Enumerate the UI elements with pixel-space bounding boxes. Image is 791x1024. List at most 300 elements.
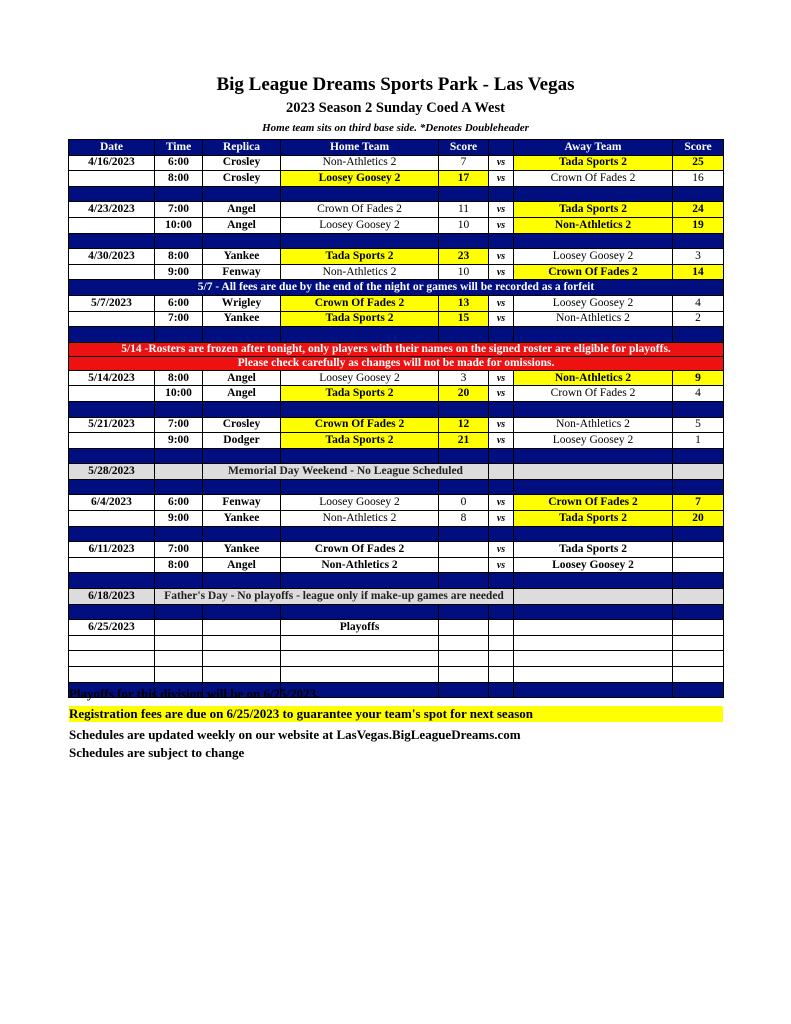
separator-cell bbox=[281, 327, 439, 343]
separator-cell bbox=[489, 479, 514, 495]
col-header-time: Time bbox=[155, 140, 203, 156]
vs-label bbox=[489, 667, 514, 683]
home-score: 10 bbox=[439, 264, 489, 280]
empty-cell bbox=[673, 464, 724, 480]
home-score: 10 bbox=[439, 217, 489, 233]
home-score bbox=[439, 667, 489, 683]
game-row bbox=[69, 511, 724, 527]
separator-cell bbox=[155, 526, 203, 542]
game-time bbox=[155, 635, 203, 651]
separator-cell bbox=[69, 526, 155, 542]
page-title: Big League Dreams Sports Park - Las Vegas bbox=[216, 74, 575, 95]
separator-cell bbox=[69, 604, 155, 620]
replica-field: Angel bbox=[203, 557, 281, 573]
playoffs-note: Playoffs for this division will be on 6/25/2023. bbox=[69, 686, 320, 701]
home-score: 20 bbox=[439, 386, 489, 402]
game-date bbox=[69, 311, 155, 327]
game-date bbox=[69, 386, 155, 402]
away-team bbox=[514, 620, 673, 636]
separator-cell bbox=[439, 604, 489, 620]
separator-cell bbox=[203, 479, 281, 495]
game-row bbox=[69, 202, 724, 218]
game-time bbox=[155, 667, 203, 683]
separator-cell bbox=[69, 233, 155, 249]
away-score bbox=[673, 542, 724, 558]
home-team: Tada Sports 2 bbox=[281, 311, 439, 327]
replica-field bbox=[203, 667, 281, 683]
empty-cell bbox=[514, 589, 673, 605]
separator-row bbox=[69, 526, 724, 542]
separator-cell bbox=[281, 233, 439, 249]
separator-cell bbox=[514, 448, 673, 464]
vs-label: vs bbox=[489, 370, 514, 386]
separator-cell bbox=[673, 526, 724, 542]
separator-cell bbox=[514, 327, 673, 343]
game-time: 7:00 bbox=[155, 202, 203, 218]
game-row bbox=[69, 542, 724, 558]
away-score: 14 bbox=[673, 264, 724, 280]
home-team: Loosey Goosey 2 bbox=[281, 171, 439, 187]
separator-cell bbox=[514, 604, 673, 620]
vs-label bbox=[489, 635, 514, 651]
home-score bbox=[439, 651, 489, 667]
away-score: 16 bbox=[673, 171, 724, 187]
replica-field: Angel bbox=[203, 202, 281, 218]
replica-field bbox=[203, 635, 281, 651]
replica-field: Fenway bbox=[203, 264, 281, 280]
home-score: 0 bbox=[439, 495, 489, 511]
separator-cell bbox=[489, 327, 514, 343]
away-score: 3 bbox=[673, 249, 724, 265]
home-team: Crown Of Fades 2 bbox=[281, 295, 439, 311]
separator-cell bbox=[514, 682, 673, 698]
separator-row bbox=[69, 327, 724, 343]
home-team: Loosey Goosey 2 bbox=[281, 217, 439, 233]
away-score bbox=[673, 635, 724, 651]
separator-cell bbox=[281, 186, 439, 202]
col-header-home-team: Home Team bbox=[281, 140, 439, 156]
vs-label: vs bbox=[489, 155, 514, 171]
game-row bbox=[69, 667, 724, 683]
game-date: 5/14/2023 bbox=[69, 370, 155, 386]
vs-label bbox=[489, 620, 514, 636]
vs-label: vs bbox=[489, 433, 514, 449]
away-team: Crown Of Fades 2 bbox=[514, 171, 673, 187]
separator-cell bbox=[489, 448, 514, 464]
home-score: 23 bbox=[439, 249, 489, 265]
away-team: Crown Of Fades 2 bbox=[514, 495, 673, 511]
game-time: 7:00 bbox=[155, 417, 203, 433]
schedule-table bbox=[68, 139, 724, 698]
vs-label: vs bbox=[489, 295, 514, 311]
home-team: Crown Of Fades 2 bbox=[281, 417, 439, 433]
separator-cell bbox=[155, 233, 203, 249]
game-row bbox=[69, 495, 724, 511]
vs-label: vs bbox=[489, 171, 514, 187]
away-score: 20 bbox=[673, 511, 724, 527]
home-team bbox=[281, 667, 439, 683]
game-time: 6:00 bbox=[155, 495, 203, 511]
game-time: 6:00 bbox=[155, 155, 203, 171]
away-team: Tada Sports 2 bbox=[514, 155, 673, 171]
game-date bbox=[69, 264, 155, 280]
away-score: 9 bbox=[673, 370, 724, 386]
game-row bbox=[69, 249, 724, 265]
separator-cell bbox=[203, 573, 281, 589]
away-score: 25 bbox=[673, 155, 724, 171]
game-date: 5/7/2023 bbox=[69, 295, 155, 311]
separator-cell bbox=[439, 401, 489, 417]
game-row bbox=[69, 295, 724, 311]
game-row bbox=[69, 620, 724, 636]
replica-field: Yankee bbox=[203, 311, 281, 327]
separator-cell bbox=[489, 573, 514, 589]
game-date: 5/28/2023 bbox=[69, 464, 155, 480]
home-team: Tada Sports 2 bbox=[281, 249, 439, 265]
game-date: 6/4/2023 bbox=[69, 495, 155, 511]
home-score bbox=[439, 635, 489, 651]
game-time bbox=[155, 620, 203, 636]
separator-cell bbox=[489, 526, 514, 542]
home-score bbox=[439, 542, 489, 558]
away-score: 19 bbox=[673, 217, 724, 233]
game-row bbox=[69, 386, 724, 402]
separator-cell bbox=[673, 233, 724, 249]
game-date: 6/18/2023 bbox=[69, 589, 155, 605]
holiday-notice: Father's Day - No playoffs - league only if make-up games are needed bbox=[155, 589, 514, 605]
separator-cell bbox=[514, 526, 673, 542]
away-score: 2 bbox=[673, 311, 724, 327]
vs-label: vs bbox=[489, 311, 514, 327]
separator-cell bbox=[281, 573, 439, 589]
vs-label: vs bbox=[489, 217, 514, 233]
separator-cell bbox=[673, 448, 724, 464]
game-time: 8:00 bbox=[155, 171, 203, 187]
separator-cell bbox=[203, 604, 281, 620]
away-team bbox=[514, 635, 673, 651]
separator-cell bbox=[203, 233, 281, 249]
separator-row bbox=[69, 186, 724, 202]
away-team: Tada Sports 2 bbox=[514, 202, 673, 218]
separator-cell bbox=[69, 401, 155, 417]
replica-field: Angel bbox=[203, 386, 281, 402]
away-team: Non-Athletics 2 bbox=[514, 417, 673, 433]
separator-cell bbox=[439, 526, 489, 542]
home-score: 8 bbox=[439, 511, 489, 527]
game-row bbox=[69, 370, 724, 386]
vs-label: vs bbox=[489, 264, 514, 280]
separator-cell bbox=[155, 401, 203, 417]
game-date bbox=[69, 511, 155, 527]
game-date bbox=[69, 635, 155, 651]
home-team bbox=[281, 635, 439, 651]
empty-cell bbox=[155, 464, 203, 480]
header-row bbox=[69, 140, 724, 156]
separator-row bbox=[69, 573, 724, 589]
game-time: 9:00 bbox=[155, 511, 203, 527]
away-team: Tada Sports 2 bbox=[514, 511, 673, 527]
vs-label bbox=[489, 651, 514, 667]
separator-row bbox=[69, 233, 724, 249]
vs-label: vs bbox=[489, 495, 514, 511]
game-date: 6/11/2023 bbox=[69, 542, 155, 558]
change-note: Schedules are subject to change bbox=[69, 745, 245, 760]
home-score: 17 bbox=[439, 171, 489, 187]
separator-cell bbox=[673, 479, 724, 495]
separator-cell bbox=[69, 479, 155, 495]
home-team: Tada Sports 2 bbox=[281, 386, 439, 402]
away-team: Crown Of Fades 2 bbox=[514, 264, 673, 280]
away-score: 24 bbox=[673, 202, 724, 218]
separator-cell bbox=[203, 327, 281, 343]
home-score: 11 bbox=[439, 202, 489, 218]
separator-cell bbox=[514, 233, 673, 249]
separator-row bbox=[69, 401, 724, 417]
game-time: 8:00 bbox=[155, 249, 203, 265]
home-score: 3 bbox=[439, 370, 489, 386]
vs-label: vs bbox=[489, 417, 514, 433]
home-team: Playoffs bbox=[281, 620, 439, 636]
game-date bbox=[69, 651, 155, 667]
away-score: 4 bbox=[673, 295, 724, 311]
separator-cell bbox=[281, 526, 439, 542]
away-score: 1 bbox=[673, 433, 724, 449]
vs-label: vs bbox=[489, 386, 514, 402]
away-score bbox=[673, 557, 724, 573]
game-row bbox=[69, 651, 724, 667]
away-score: 4 bbox=[673, 386, 724, 402]
separator-cell bbox=[514, 573, 673, 589]
website-note: Schedules are updated weekly on our website at LasVegas.BigLeagueDreams.com bbox=[69, 727, 521, 742]
home-team: Crown Of Fades 2 bbox=[281, 542, 439, 558]
empty-cell bbox=[673, 589, 724, 605]
game-row bbox=[69, 635, 724, 651]
game-row bbox=[69, 433, 724, 449]
separator-cell bbox=[439, 682, 489, 698]
game-time: 8:00 bbox=[155, 557, 203, 573]
game-row bbox=[69, 155, 724, 171]
home-team: Non-Athletics 2 bbox=[281, 264, 439, 280]
fees-notice-row bbox=[69, 280, 724, 296]
separator-cell bbox=[155, 604, 203, 620]
separator-cell bbox=[673, 573, 724, 589]
separator-cell bbox=[281, 479, 439, 495]
separator-cell bbox=[439, 186, 489, 202]
game-time: 10:00 bbox=[155, 217, 203, 233]
game-date bbox=[69, 667, 155, 683]
vs-label: vs bbox=[489, 511, 514, 527]
game-date: 5/21/2023 bbox=[69, 417, 155, 433]
no-game-row bbox=[69, 464, 724, 480]
game-row bbox=[69, 171, 724, 187]
away-team bbox=[514, 667, 673, 683]
home-team bbox=[281, 651, 439, 667]
replica-field: Angel bbox=[203, 217, 281, 233]
fees-notice: 5/7 - All fees are due by the end of the night or games will be recorded as a forfeit bbox=[69, 280, 724, 296]
vs-label: vs bbox=[489, 202, 514, 218]
away-team: Non-Athletics 2 bbox=[514, 311, 673, 327]
separator-cell bbox=[281, 604, 439, 620]
roster-notice: Please check carefully as changes will not be made for omissions. bbox=[69, 356, 724, 370]
game-row bbox=[69, 264, 724, 280]
game-date: 4/16/2023 bbox=[69, 155, 155, 171]
separator-cell bbox=[439, 327, 489, 343]
game-row bbox=[69, 557, 724, 573]
home-team: Non-Athletics 2 bbox=[281, 511, 439, 527]
replica-field: Yankee bbox=[203, 542, 281, 558]
separator-cell bbox=[439, 233, 489, 249]
game-date: 4/23/2023 bbox=[69, 202, 155, 218]
separator-cell bbox=[673, 327, 724, 343]
replica-field: Angel bbox=[203, 370, 281, 386]
separator-cell bbox=[155, 573, 203, 589]
game-date bbox=[69, 433, 155, 449]
away-team: Loosey Goosey 2 bbox=[514, 295, 673, 311]
separator-row bbox=[69, 479, 724, 495]
home-score bbox=[439, 620, 489, 636]
separator-cell bbox=[439, 448, 489, 464]
col-header-vs bbox=[489, 140, 514, 156]
replica-field: Dodger bbox=[203, 433, 281, 449]
separator-cell bbox=[69, 327, 155, 343]
replica-field: Crosley bbox=[203, 417, 281, 433]
replica-field: Fenway bbox=[203, 495, 281, 511]
game-row bbox=[69, 417, 724, 433]
schedule-body bbox=[69, 140, 724, 698]
vs-label: vs bbox=[489, 557, 514, 573]
separator-cell bbox=[155, 479, 203, 495]
separator-cell bbox=[155, 327, 203, 343]
home-score: 7 bbox=[439, 155, 489, 171]
home-team: Crown Of Fades 2 bbox=[281, 202, 439, 218]
game-time: 7:00 bbox=[155, 542, 203, 558]
separator-cell bbox=[203, 186, 281, 202]
registration-note: Registration fees are due on 6/25/2023 to guarantee your team's spot for next season bbox=[69, 706, 723, 722]
separator-cell bbox=[155, 448, 203, 464]
home-team: Loosey Goosey 2 bbox=[281, 495, 439, 511]
home-team: Tada Sports 2 bbox=[281, 433, 439, 449]
game-time: 7:00 bbox=[155, 311, 203, 327]
home-score bbox=[439, 557, 489, 573]
home-team: Non-Athletics 2 bbox=[281, 557, 439, 573]
home-team: Loosey Goosey 2 bbox=[281, 370, 439, 386]
separator-row bbox=[69, 604, 724, 620]
away-score bbox=[673, 667, 724, 683]
away-score bbox=[673, 651, 724, 667]
separator-cell bbox=[514, 401, 673, 417]
away-team bbox=[514, 651, 673, 667]
separator-cell bbox=[673, 186, 724, 202]
col-header-away-score: Score bbox=[673, 140, 724, 156]
replica-field: Crosley bbox=[203, 155, 281, 171]
home-score: 12 bbox=[439, 417, 489, 433]
separator-cell bbox=[281, 401, 439, 417]
empty-cell bbox=[514, 464, 673, 480]
separator-cell bbox=[489, 604, 514, 620]
col-header-date: Date bbox=[69, 140, 155, 156]
separator-cell bbox=[69, 448, 155, 464]
separator-cell bbox=[514, 479, 673, 495]
game-time: 6:00 bbox=[155, 295, 203, 311]
replica-field: Yankee bbox=[203, 511, 281, 527]
away-team: Loosey Goosey 2 bbox=[514, 433, 673, 449]
replica-field: Crosley bbox=[203, 171, 281, 187]
game-date bbox=[69, 217, 155, 233]
no-game-row bbox=[69, 589, 724, 605]
replica-field bbox=[203, 651, 281, 667]
separator-cell bbox=[203, 448, 281, 464]
replica-field bbox=[203, 620, 281, 636]
game-time: 9:00 bbox=[155, 264, 203, 280]
roster-notice-row bbox=[69, 356, 724, 370]
separator-cell bbox=[281, 448, 439, 464]
game-date: 6/25/2023 bbox=[69, 620, 155, 636]
game-row bbox=[69, 311, 724, 327]
separator-cell bbox=[489, 401, 514, 417]
separator-row bbox=[69, 448, 724, 464]
away-team: Non-Athletics 2 bbox=[514, 217, 673, 233]
col-header-replica: Replica bbox=[203, 140, 281, 156]
home-team-note: Home team sits on third base side. *Denotes Doubleheader bbox=[262, 122, 529, 134]
game-time: 9:00 bbox=[155, 433, 203, 449]
vs-label: vs bbox=[489, 542, 514, 558]
away-team: Tada Sports 2 bbox=[514, 542, 673, 558]
separator-cell bbox=[673, 604, 724, 620]
roster-notice: 5/14 -Rosters are frozen after tonight, only players with their names on the signed roster are eligible for playoffs. bbox=[69, 342, 724, 356]
separator-cell bbox=[489, 682, 514, 698]
empty-cell bbox=[489, 464, 514, 480]
away-team: Non-Athletics 2 bbox=[514, 370, 673, 386]
home-score: 13 bbox=[439, 295, 489, 311]
col-header-away-team: Away Team bbox=[514, 140, 673, 156]
col-header-home-score: Score bbox=[439, 140, 489, 156]
game-date: 4/30/2023 bbox=[69, 249, 155, 265]
holiday-notice: Memorial Day Weekend - No League Scheduled bbox=[203, 464, 489, 480]
separator-cell bbox=[514, 186, 673, 202]
away-team: Crown Of Fades 2 bbox=[514, 386, 673, 402]
away-score bbox=[673, 620, 724, 636]
home-score: 15 bbox=[439, 311, 489, 327]
game-date bbox=[69, 557, 155, 573]
replica-field: Yankee bbox=[203, 249, 281, 265]
roster-notice-row bbox=[69, 342, 724, 356]
away-score: 5 bbox=[673, 417, 724, 433]
separator-cell bbox=[203, 401, 281, 417]
away-team: Loosey Goosey 2 bbox=[514, 249, 673, 265]
separator-cell bbox=[489, 233, 514, 249]
separator-cell bbox=[439, 479, 489, 495]
replica-field: Wrigley bbox=[203, 295, 281, 311]
separator-cell bbox=[155, 186, 203, 202]
separator-cell bbox=[673, 682, 724, 698]
separator-cell bbox=[69, 573, 155, 589]
separator-cell bbox=[673, 401, 724, 417]
separator-cell bbox=[439, 573, 489, 589]
game-time bbox=[155, 651, 203, 667]
game-time: 8:00 bbox=[155, 370, 203, 386]
page-subtitle: 2023 Season 2 Sunday Coed A West bbox=[286, 100, 505, 116]
home-team: Non-Athletics 2 bbox=[281, 155, 439, 171]
separator-cell bbox=[69, 186, 155, 202]
away-team: Loosey Goosey 2 bbox=[514, 557, 673, 573]
game-date bbox=[69, 171, 155, 187]
separator-cell bbox=[203, 526, 281, 542]
away-score: 7 bbox=[673, 495, 724, 511]
game-row bbox=[69, 217, 724, 233]
separator-cell bbox=[489, 186, 514, 202]
game-time: 10:00 bbox=[155, 386, 203, 402]
home-score: 21 bbox=[439, 433, 489, 449]
